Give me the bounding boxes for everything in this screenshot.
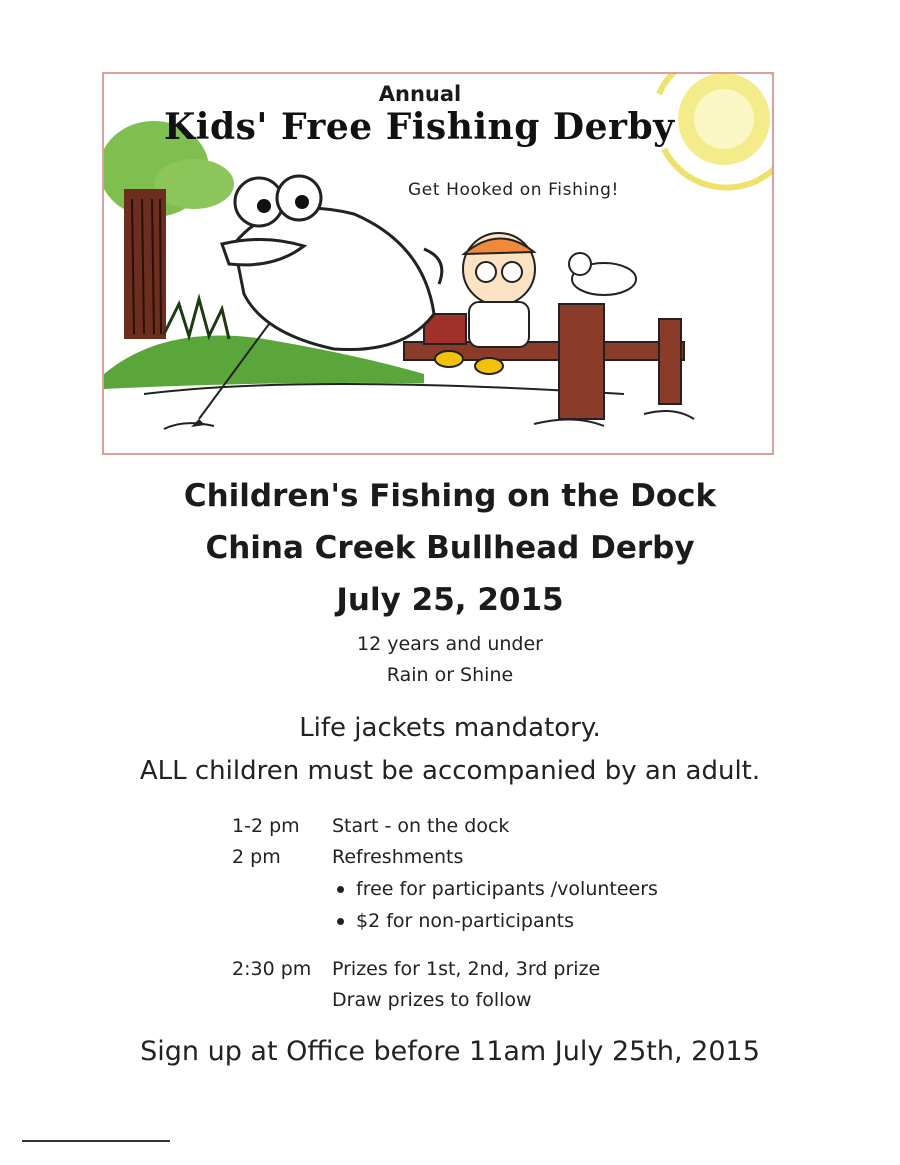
- event-banner: [102, 72, 774, 455]
- schedule-time: 2 pm: [232, 846, 281, 868]
- headline-line1: Children's Fishing on the Dock: [183, 478, 717, 514]
- schedule-desc: Start - on the dock: [332, 815, 510, 837]
- schedule-desc: Prizes for 1st, 2nd, 3rd prize: [332, 958, 601, 980]
- signup-instructions: Sign up at Office before 11am July 25th, 2015: [140, 1036, 760, 1067]
- schedule-desc: Refreshments: [332, 846, 464, 868]
- headline-line2: China Creek Bullhead Derby: [205, 530, 695, 566]
- refreshment-note: [337, 910, 574, 932]
- refreshment-note: [337, 878, 658, 900]
- age-limit: 12 years and under: [357, 633, 543, 655]
- life-jacket-rule: Life jackets mandatory.: [299, 713, 601, 743]
- draw-prize-note: Draw prizes to follow: [332, 989, 532, 1011]
- refreshment-note-text: free for participants /volunteers: [356, 878, 658, 900]
- refreshment-note-text: $2 for non-participants: [356, 910, 575, 932]
- bullet-icon: [337, 886, 344, 893]
- schedule-time: 2:30 pm: [232, 958, 312, 980]
- banner-tagline: Get Hooked on Fishing!: [408, 180, 619, 200]
- schedule-time: 1-2 pm: [232, 815, 300, 837]
- banner-annual-label: Annual: [378, 82, 462, 106]
- banner-title: Kids' Free Fishing Derby: [164, 106, 675, 148]
- footer-divider: [22, 1140, 170, 1142]
- bullet-icon: [337, 918, 344, 925]
- weather-note: Rain or Shine: [386, 664, 514, 686]
- adult-accompany-rule: ALL children must be accompanied by an adult.: [139, 756, 761, 786]
- event-date: July 25, 2015: [336, 582, 564, 618]
